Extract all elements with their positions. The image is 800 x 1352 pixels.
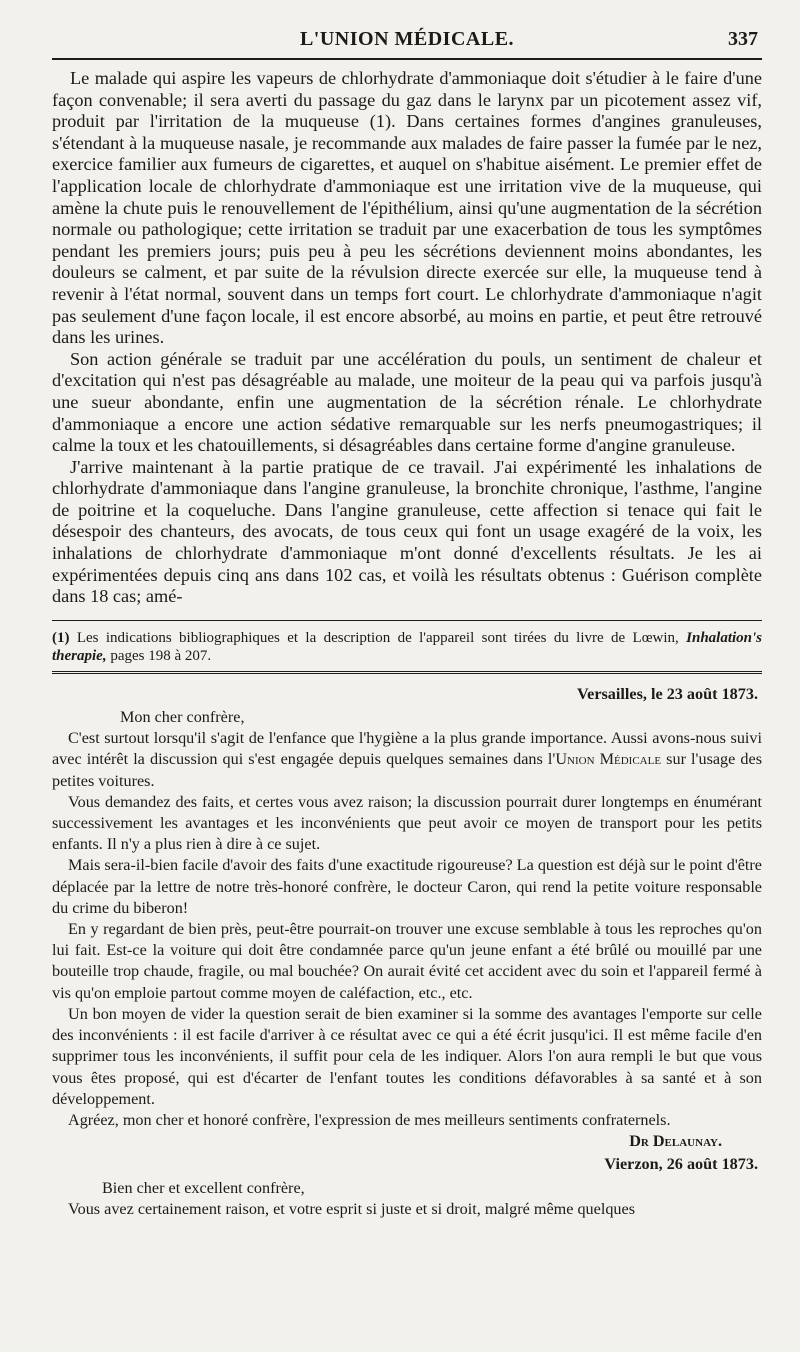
- letter-salutation: Mon cher confrère,: [120, 708, 245, 727]
- footnote-text: Les indications bibliographiques et la description de l'appareil sont tirées du livre de Lœwin,: [76, 629, 679, 646]
- article-paragraph: Le malade qui aspire les vapeurs de chlorhydrate d'ammoniaque doit s'étudier à le faire d'une façon convenable; il sera averti du passage du gaz dans le larynx par un picotement assez vif, produit par l'irritation de la muqueuse (1). Dans certaines formes d'angines granuleuses, s'étendant à la muqueuse nasale, je recommande aux malades de faire passer la fumée par le nez, exercice familier aux fumeurs de cigarettes, et auquel on s'habitue aisément. Le premier effet de l'application locale de chlorhydrate d'ammoniaque est une irritation vive de la muqueuse, qui amène la chute puis le renouvellement de l'épithélium, ainsi qu'une augmentation de la sécrétion normale ou pathologique; cette irritation se traduit par une exacerbation de tous les symptômes pendant les premiers jours; puis peu à peu les sécrétions deviennent moins abondantes, les douleurs se calment, et par suite de la révulsion directe exercée sur elle, la muqueuse tend à revenir à l'état normal, souvent dans un temps fort court. Le chlorhydrate d'ammoniaque n'agit pas seulement d'une façon locale, il est encore absorbé, au moins en partie, et peut être retrouvé dans les urines.: [52, 68, 762, 348]
- letter-paragraph: [52, 728, 762, 792]
- page-number: 337: [728, 28, 758, 50]
- letter-paragraph: Vous demandez des faits, et certes vous avez raison; la discussion pourrait durer longtemps en énumérant successivement les avantages et les inconvénients que peut avoir ce moyen de transport pour les petits enfants. Il n'y a plus rien à dire à ce sujet.: [52, 792, 762, 854]
- letter-paragraph: Vous avez certainement raison, et votre esprit si juste et si droit, malgré même quelques: [68, 1199, 635, 1218]
- letter-text: sur l'usage des petites voitures.: [52, 750, 763, 790]
- letter-signature: Dr Delaunay.: [629, 1132, 722, 1151]
- letter-closing: Agréez, mon cher et honoré confrère, l'expression de mes meilleurs sentiments confraternels.: [68, 1110, 671, 1129]
- letter-text: C'est surtout lorsqu'il s'agit de l'enfance que l'hygiène a la plus grande importance. Aussi avons-nous suivi avec intérêt la discussion qui s'est engagée depuis quelques semaines dans l': [52, 729, 762, 769]
- article-paragraph: Son action générale se traduit par une accélération du pouls, un sentiment de chaleur et d'excitation qui n'est pas désagréable au malade, une moiteur de la peau qui va parfois jusqu'à une sueur abondante, enfin une augmentation de la sécrétion rénale. Le chlorhydrate d'ammoniaque a encore une action sédative remarquable sur les nerfs pneumogastriques; il calme la toux et les chatouillements, si désagréables dans certaine forme d'angine granuleuse.: [52, 348, 762, 456]
- letter-place-date: Vierzon, 26 août 1873.: [604, 1155, 758, 1174]
- article-body: [52, 68, 762, 608]
- footnote-book-title: Inhalation's therapie,: [52, 629, 763, 664]
- correspondence-section: [52, 684, 762, 1220]
- journal-name: Union Médicale: [555, 750, 662, 769]
- page-header: [52, 22, 762, 52]
- footnote-marker: (1): [52, 629, 70, 646]
- header-rule: [52, 58, 762, 60]
- footnote: [52, 629, 762, 665]
- letter-paragraph: Mais sera-il-bien facile d'avoir des faits d'une exactitude rigoureuse? La question est déjà sur le point d'être déplacée par la lettre de notre très-honoré confrère, le docteur Caron, qui rend la petite voiture responsable du crime du biberon!: [52, 856, 762, 917]
- footnote-pages: pages 198 à 207.: [110, 647, 212, 664]
- letter-place-date: Versailles, le 23 août 1873.: [576, 684, 758, 703]
- section-divider: [52, 671, 762, 674]
- letter-paragraph: En y regardant de bien près, peut-être pourrait-on trouver une excuse semblable à tous les reproches qu'on lui fait. Est-ce la voiture qui doit être condamnée parce qu'un jeune enfant a été brûlé ou mouillé par une bouteille trop chaude, fragile, ou mal bouchée? On aurait évité cet accident avec du soin et l'appareil fermé à vis qu'on emploie partout comme moyen de caléfaction, etc., etc.: [52, 920, 762, 1002]
- footnote-rule: [52, 620, 762, 621]
- letter-salutation: Bien cher et excellent confrère,: [102, 1178, 305, 1197]
- running-title: L'UNION MÉDICALE.: [299, 28, 515, 50]
- article-paragraph: J'arrive maintenant à la partie pratique de ce travail. J'ai expérimenté les inhalations de chlorhydrate d'ammoniaque dans l'angine granuleuse, la bronchite chronique, l'asthme, l'angine de poitrine et la coqueluche. Dans l'angine granuleuse, cette affection si tenace qui fait le désespoir des chanteurs, des avocats, de tous ceux qui font un usage exagéré de la voix, les inhalations de chlorhydrate d'ammoniaque m'ont donné d'excellents résultats. Je les ai expérimentées depuis cinq ans dans 102 cas, et voilà les résultats obtenus : Guérison complète dans 18 cas; amé-: [52, 456, 762, 607]
- letter-paragraph: Un bon moyen de vider la question serait de bien examiner si la somme des avantages l'emporte sur celle des inconvénients : il est facile d'arriver à ce résultat avec ce qui a été écrit jusqu'ici. Il est même facile d'en supprimer tous les inconvénients, il suffit pour cela de les indiquer. Alors l'on aura rempli le but que vous vous êtes proposé, qui est d'écarter de l'enfant toutes les conditions défavorables à sa santé et à son développement.: [52, 1004, 762, 1108]
